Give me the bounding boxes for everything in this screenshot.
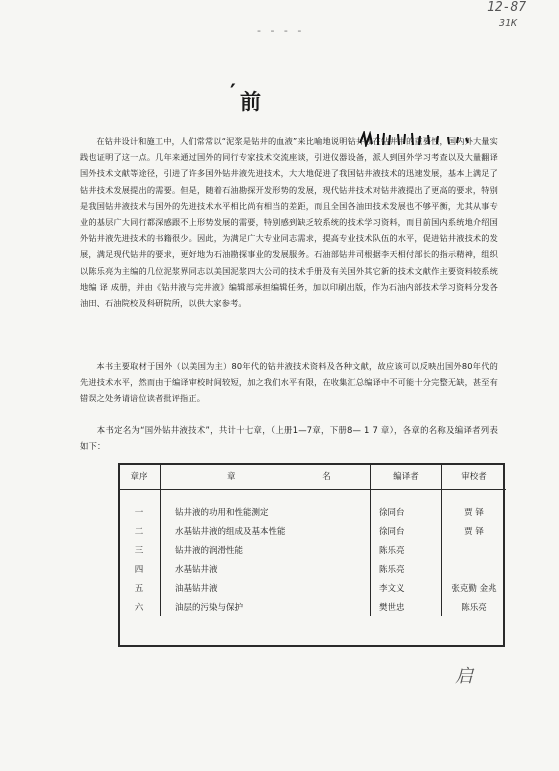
table-row — [118, 559, 506, 578]
page-title: 前 — [240, 90, 261, 114]
row-reviewer: 陈乐亮 — [442, 597, 507, 616]
table-header-row — [118, 463, 506, 490]
handwritten-signature: 启 — [455, 666, 473, 687]
row-reviewer — [442, 559, 507, 578]
row-reviewer — [442, 540, 507, 559]
table-row — [118, 521, 506, 540]
row-editor: 李文义 — [371, 578, 442, 597]
row-editor: 陈乐亮 — [371, 540, 442, 559]
paragraph-intro: 在钻井设计和施工中，人们常常以“泥浆是钻井的血液”来比喻地说明钻井液在钻井中的重要性，国内外大量实践也证明了这一点。几年来通过国外的同行专家技术交流座谈，引进仪器设备，派人到国外学习考查以及大量翻译国外技术文献等途径，引进了许多国外钻井液先进技术，大大地促进了我国钻井液技术的迅速发展，基本上满足了钻井技术发展提出的需要。但是，随着石油勘探开发形势的发展，现代钻井技术对钻井液提出了更高的要求，特别是我国钻井液技术与国外的先进技术水平相比尚有相当的差距，而且全国各油田技术发展也不够平衡，尤其从事专业的基层广大同行都深感跟不上形势发展的需要，特别感到缺乏较系统的技术学习资料，而目前国内系统地介绍国外钻井液先进技术的书籍很少。因此，为满足广大专业同志需求，提高专业技术队伍的水平，促进钻井液技术的发展，满足现代钻井的要求，更好地为石油勘探事业的发展服务。石油部钻井司根据李天相付部长的指示精神，组织以陈乐亮为主编的几位泥浆界同志以美国泥浆四大公司的技术手册及有关国外其它新的技术文献作主要资料较系统地编 译 成册，并由《钻井液与完井液》编辑部承担编辑任务，加以印刷出版，作为石油内部技术学习资料分发各油田、石油院校及科研院所，以供大家参考。 — [80, 136, 498, 309]
row-editor: 陈乐亮 — [371, 559, 442, 578]
row-reviewer: 贾 铎 — [442, 490, 507, 522]
row-editor: 樊世忠 — [371, 597, 442, 616]
paragraph-structure: 本书定名为“国外钻井液技术”，共计十七章，（上册1—7章，下册8— 1 7 章），各章的名称及编译者列表如下： — [80, 425, 498, 452]
row-chapter-no: 四 — [134, 564, 144, 575]
row-chapter-name: 钻井液的润滑性能 — [161, 540, 371, 559]
row-chapter-name: 钻井液的功用和性能测定 — [161, 490, 371, 522]
row-chapter-no: 六 — [134, 602, 144, 613]
paragraph-sources: 本书主要取材于国外（以美国为主）80年代的钻井液技术资料及各种文献，故应该可以反映出国外80年代的先进技术水平，然而由于编译审校时间较短，加之我们水平有限，在收集汇总编译中不可能十分完整无缺，甚至有错误之处务请谙位读者批评指正。 — [80, 361, 498, 404]
row-chapter-no: 二 — [134, 526, 144, 537]
header-editor: 编译者 — [371, 463, 442, 490]
row-chapter-name: 油层的污染与保护 — [161, 597, 371, 616]
table-row — [118, 540, 506, 559]
table-row — [118, 597, 506, 616]
header-chapter: 章序 — [118, 463, 161, 490]
row-editor: 徐同台 — [371, 521, 442, 540]
title-block — [230, 80, 261, 116]
header-name-1: 章 — [227, 472, 236, 482]
row-chapter-name: 水基钻井液的组成及基本性能 — [161, 521, 371, 540]
row-editor: 徐同台 — [371, 490, 442, 522]
row-chapter-no: 五 — [134, 583, 144, 594]
row-chapter-no: 三 — [134, 545, 144, 556]
row-chapter-name: 油基钻井液 — [161, 578, 371, 597]
header-reviewer: 审校者 — [442, 463, 507, 490]
header-name-2: 名 — [322, 472, 331, 482]
header-name — [161, 463, 371, 490]
row-chapter-no: 一 — [134, 507, 144, 518]
handwritten-subnote: 31K — [499, 18, 518, 29]
row-chapter-name: 水基钻井液 — [161, 559, 371, 578]
top-dash-mark: - - - - — [257, 24, 305, 37]
table-row — [118, 490, 506, 522]
tick-mark-icon: ′ — [230, 80, 236, 106]
row-reviewer: 贾 铎 — [442, 521, 507, 540]
handwritten-note: 12-87 — [487, 0, 527, 15]
chapter-table — [118, 463, 506, 616]
table-row — [118, 578, 506, 597]
row-reviewer: 张克勤 金兆 — [442, 578, 507, 597]
